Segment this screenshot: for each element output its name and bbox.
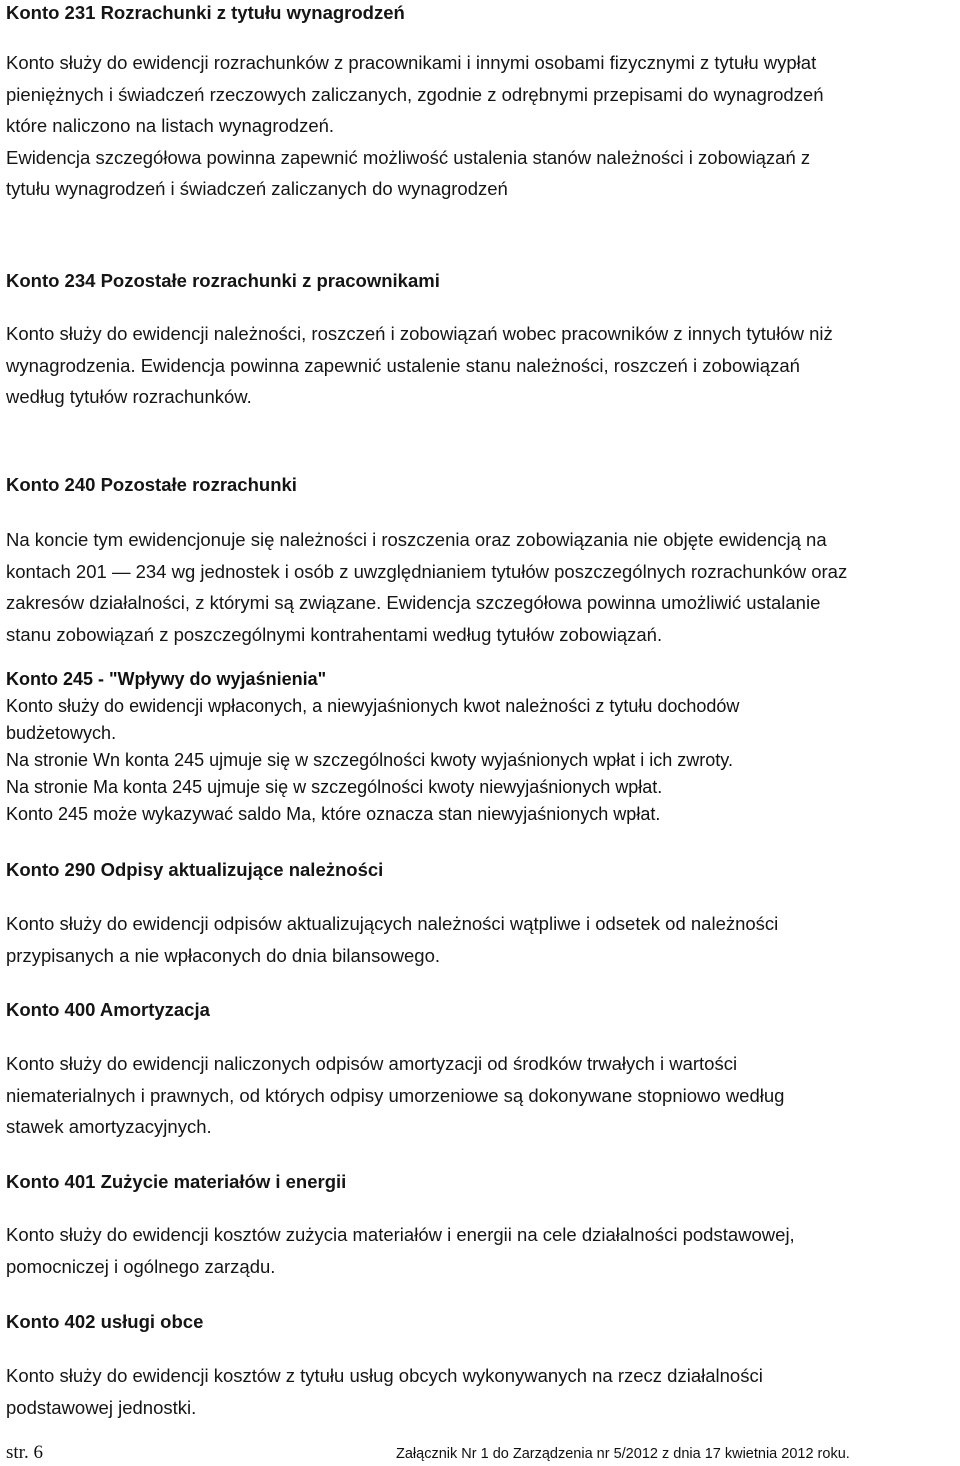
text-line: Konto służy do ewidencji należności, roszczeń i zobowiązań wobec pracowników z innych tytułów niż [6, 323, 833, 344]
text-line: wynagrodzenia. Ewidencja powinna zapewnić ustalenie stanu należności, roszczeń i zobowiązań [6, 354, 800, 376]
page-number: str. 6 [6, 1442, 43, 1463]
text-line: Konto służy do ewidencji naliczonych odpisów amortyzacji od środków trwałych i wartości [6, 1053, 738, 1074]
text-line: Na stronie Ma konta 245 ujmuje się w szczególności kwoty niewyjaśnionych wpłat. [6, 777, 663, 797]
text-line: niematerialnych i prawnych, od których odpisy umorzeniowe są dokonywane stopniowo według [6, 1084, 785, 1106]
section-konto-402 [6, 1306, 952, 1338]
section-heading: Konto 231 Rozrachunki z tytułu wynagrodzeń [6, 2, 405, 23]
section-konto-231 [6, 0, 952, 29]
text-line: Konto służy do ewidencji kosztów zużycia materiałów i energii na cele działalności podstawowej, [6, 1224, 795, 1245]
section-body [6, 47, 952, 205]
page-footer [6, 1442, 952, 1464]
section-konto-245 [6, 666, 952, 828]
section-body [6, 908, 952, 971]
text-line: które naliczono na listach wynagrodzeń. [6, 115, 335, 136]
section-body [6, 1360, 952, 1423]
section-heading: Konto 290 Odpisy aktualizujące należności [6, 859, 384, 880]
text-line: Ewidencja szczegółowa powinna zapewnić możliwość ustalenia stanów należności i zobowiązań z [6, 146, 811, 168]
text-line: pomocniczej i ogólnego zarządu. [6, 1255, 276, 1277]
section-heading: Konto 402 usługi obce [6, 1311, 204, 1332]
section-konto-400 [6, 994, 952, 1026]
text-line: tytułu wynagrodzeń i świadczeń zaliczanych do wynagrodzeń [6, 178, 508, 199]
text-line: Konto 245 może wykazywać saldo Ma, które oznacza stan niewyjaśnionych wpłat. [6, 804, 661, 824]
text-line: Konto służy do ewidencji wpłaconych, a niewyjaśnionych kwot należności z tytułu dochodów [6, 696, 740, 716]
text-line: zakresów działalności, z którymi są związane. Ewidencja szczegółowa powinna umożliwić ustalanie [6, 592, 821, 613]
section-konto-401 [6, 1166, 952, 1198]
section-body [6, 1048, 952, 1143]
section-body [6, 524, 952, 650]
section-heading: Konto 240 Pozostałe rozrachunki [6, 474, 297, 495]
text-line: podstawowej jednostki. [6, 1396, 197, 1418]
section-heading: Konto 400 Amortyzacja [6, 999, 210, 1020]
text-line: budżetowych. [6, 723, 117, 743]
text-line: według tytułów rozrachunków. [6, 386, 252, 407]
section-heading: Konto 245 - "Wpływy do wyjaśnienia" [6, 669, 327, 689]
section-konto-240 [6, 469, 952, 501]
text-line: przypisanych a nie wpłaconych do dnia bilansowego. [6, 944, 440, 966]
text-line: stanu zobowiązań z poszczególnymi kontrahentami według tytułów zobowiązań. [6, 623, 663, 645]
text-line: pieniężnych i świadczeń rzeczowych zaliczanych, zgodnie z odrębnymi przepisami do wynagrodzeń [6, 83, 824, 105]
text-line: Konto służy do ewidencji rozrachunków z pracownikami i innymi osobami fizycznymi z tytułu wypłat [6, 52, 817, 73]
text-line: Konto służy do ewidencji kosztów z tytułu usług obcych wykonywanych na rzecz działalności [6, 1365, 763, 1386]
section-konto-234 [6, 265, 952, 297]
text-line: stawek amortyzacyjnych. [6, 1116, 212, 1137]
footer-note: Załącznik Nr 1 do Zarządzenia nr 5/2012 z dnia 17 kwietnia 2012 roku. [396, 1446, 850, 1462]
text-line: kontach 201 — 234 wg jednostek i osób z uwzględnianiem tytułów poszczególnych rozrachunków oraz [6, 560, 848, 582]
text-line: Na stronie Wn konta 245 ujmuje się w szczególności kwoty wyjaśnionych wpłat i ich zwroty. [6, 750, 733, 770]
section-konto-290 [6, 854, 952, 886]
section-body [6, 318, 952, 413]
section-body [6, 1219, 952, 1282]
section-heading: Konto 234 Pozostałe rozrachunki z pracownikami [6, 270, 440, 291]
text-line: Konto służy do ewidencji odpisów aktualizujących należności wątpliwe i odsetek od należności [6, 913, 779, 934]
text-line: Na koncie tym ewidencjonuje się należności i roszczenia oraz zobowiązania nie objęte ewidencją na [6, 529, 827, 550]
section-heading: Konto 401 Zużycie materiałów i energii [6, 1171, 347, 1192]
